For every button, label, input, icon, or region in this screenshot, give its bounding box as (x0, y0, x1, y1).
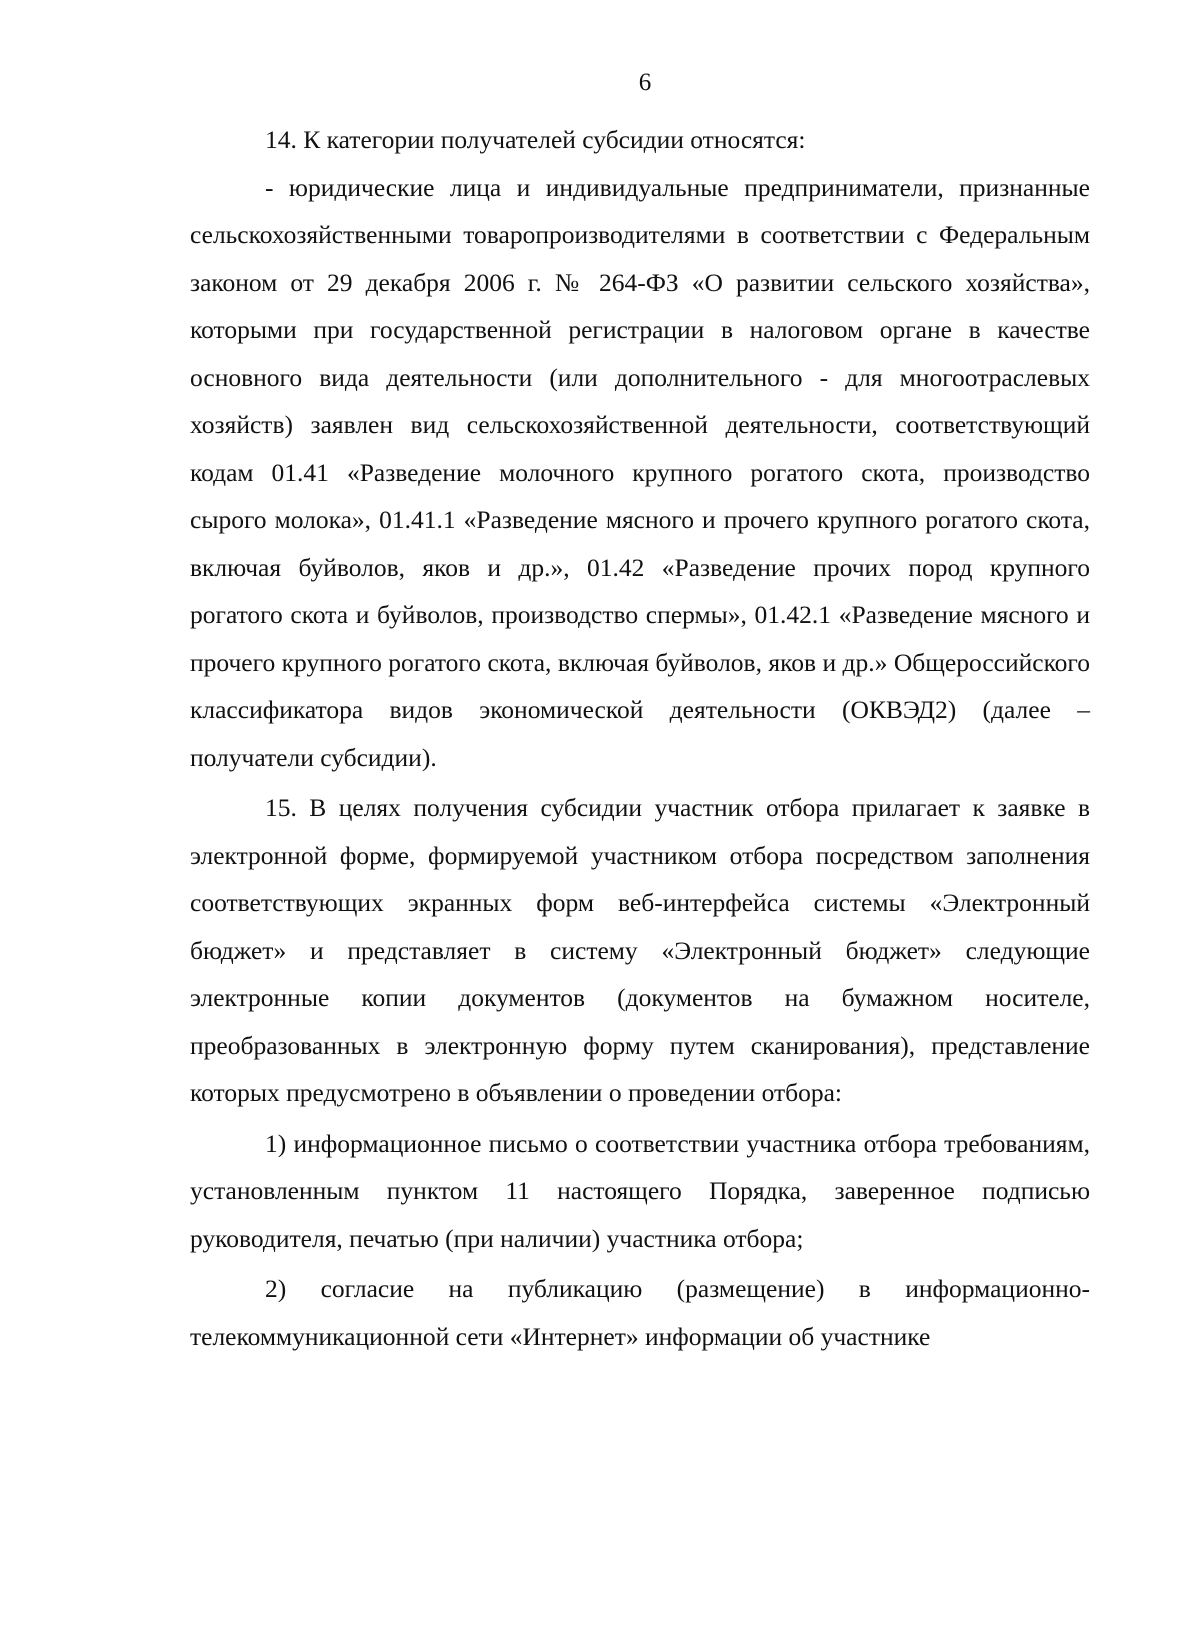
paragraph-15-item-2: 2) согласие на публикацию (размещение) в информационно-телекоммуникационной сети «Интернет» информации об участнике (190, 1274, 1090, 1351)
paragraph-14-recipients: - юридические лица и индивидуальные предприниматели, признанные сельскохозяйственными товаропроизводителями в соответствии с Федеральным законом от 29 декабря 2006 г. № 264-ФЗ «О развитии сельского хозяйства», которыми при государственной регистрации в налоговом органе в качестве основного вида деятельности (или дополнительного - для многоотраслевых хозяйств) заявлен вид сельскохозяйственной деятельности, соответствующий кодам 01.41 «Разведение молочного крупного рогатого скота, производство сырого молока», 01.41.1 «Разведение мясного и прочего крупного рогатого скота, включая буйволов, яков и др.», 01.42 «Разведение прочих пород крупного рогатого скота и буйволов, производство спермы», 01.42.1 «Разведение мясного и прочего крупного рогатого скота, включая буйволов, яков и др.» Общероссийского классификатора видов экономической деятельности (ОКВЭД2) (далее – получатели субсидии). (190, 172, 1090, 772)
page-number: 6 (638, 69, 652, 96)
paragraph-15-item-1: 1) информационное письмо о соответствии участника отбора требованиям, установленным пунктом 11 настоящего Порядка, заверенное подписью руководителя, печатью (при наличии) участника отбора; (190, 1128, 1090, 1253)
paragraph-15: 15. В целях получения субсидии участник отбора прилагает к заявке в электронной форме, формируемой участником отбора посредством заполнения соответствующих экранных форм веб-интерфейса системы «Электронный бюджет» и представляет в систему «Электронный бюджет» следующие электронные копии документов (документов на бумажном носителе, преобразованных в электронную форму путем сканирования), представление которых предусмотрено в объявлении о проведении отбора: (190, 793, 1090, 1107)
document-body (190, 116, 1090, 1360)
paragraph-14-heading: 14. К категории получателей субсидии относятся: (265, 125, 806, 154)
